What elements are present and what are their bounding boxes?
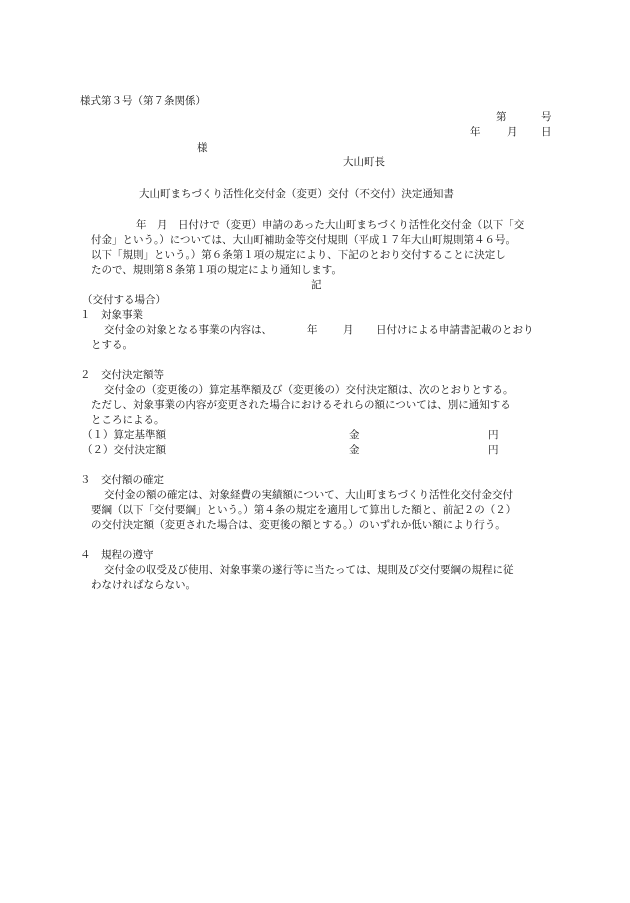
doc-number-prefix: 第 <box>496 111 507 123</box>
section-1-line-1b: 年 <box>307 324 318 336</box>
section-1-line-1d: 日付けによる申請書記載のとおり <box>376 324 534 336</box>
grant-case-label: （交付する場合） <box>82 294 166 306</box>
section-3-line-2: 要綱（以下「交付要綱」という。）第４条の規定を適用して算出した額と、前記２の（２） <box>91 504 517 516</box>
section-1-line-2: とする。 <box>91 339 133 351</box>
amount-row-label: （２）交付決定額 <box>82 444 166 456</box>
doc-number-suffix: 号 <box>541 111 552 123</box>
section-2-line-1: 交付金の（変更後の）算定基準額及び（変更後の）交付決定額は、次のとおりとする。 <box>104 384 514 396</box>
intro-line-2: 付金」という。）については、大山町補助金等交付規則（平成１７年大山町規則第４６号。 <box>91 234 517 246</box>
section-2-heading: ２ 交付決定額等 <box>80 369 164 381</box>
date-day: 日 <box>541 126 552 138</box>
amount-row-label: （１）算定基準額 <box>82 429 166 441</box>
intro-line-4: たので、規則第８条第１項の規定により通知します。 <box>91 264 342 276</box>
addressee-suffix: 様 <box>197 142 208 154</box>
form-number: 様式第３号（第７条関係） <box>80 95 206 107</box>
date-year: 年 <box>470 126 481 138</box>
section-2-line-3: ところによる。 <box>91 414 165 426</box>
issuer: 大山町長 <box>343 156 385 168</box>
amount-row-kin: 金 <box>349 444 360 456</box>
section-3-line-3: の交付決定額（変更された場合は、変更後の額とする。）のいずれか低い額により行う。 <box>91 519 506 531</box>
section-1-line-1a: 交付金の対象となる事業の内容は、 <box>104 324 272 336</box>
amount-row-yen: 円 <box>488 444 499 456</box>
document-title: 大山町まちづくり活性化交付金（変更）交付（不交付）決定通知書 <box>139 188 454 200</box>
section-1-line-1c: 月 <box>343 324 354 336</box>
section-4-line-2: わなければならない。 <box>91 579 196 591</box>
amount-row-kin: 金 <box>349 429 360 441</box>
section-4-line-1: 交付金の収受及び使用、対象事業の遂行等に当たっては、規則及び交付要綱の規程に従 <box>104 564 514 576</box>
section-3-line-1: 交付金の額の確定は、対象経費の実績額について、大山町まちづくり活性化交付金交付 <box>104 489 513 501</box>
section-2-line-2: ただし、対象事業の内容が変更された場合におけるそれらの額については、別に通知する <box>91 399 511 411</box>
ki-marker: 記 <box>311 279 322 291</box>
intro-line-3: 以下「規則」という。）第６条第１項の規定により、下記のとおり交付することに決定し <box>91 249 506 261</box>
intro-line-1: 年 月 日付けで（変更）申請のあった大山町まちづくり活性化交付金（以下「交 <box>136 219 525 231</box>
section-1-heading: １ 対象事業 <box>80 309 143 321</box>
amount-row-yen: 円 <box>488 429 499 441</box>
section-4-heading: ４ 規程の遵守 <box>80 549 154 561</box>
date-month: 月 <box>507 126 518 138</box>
section-3-heading: ３ 交付額の確定 <box>80 474 164 486</box>
